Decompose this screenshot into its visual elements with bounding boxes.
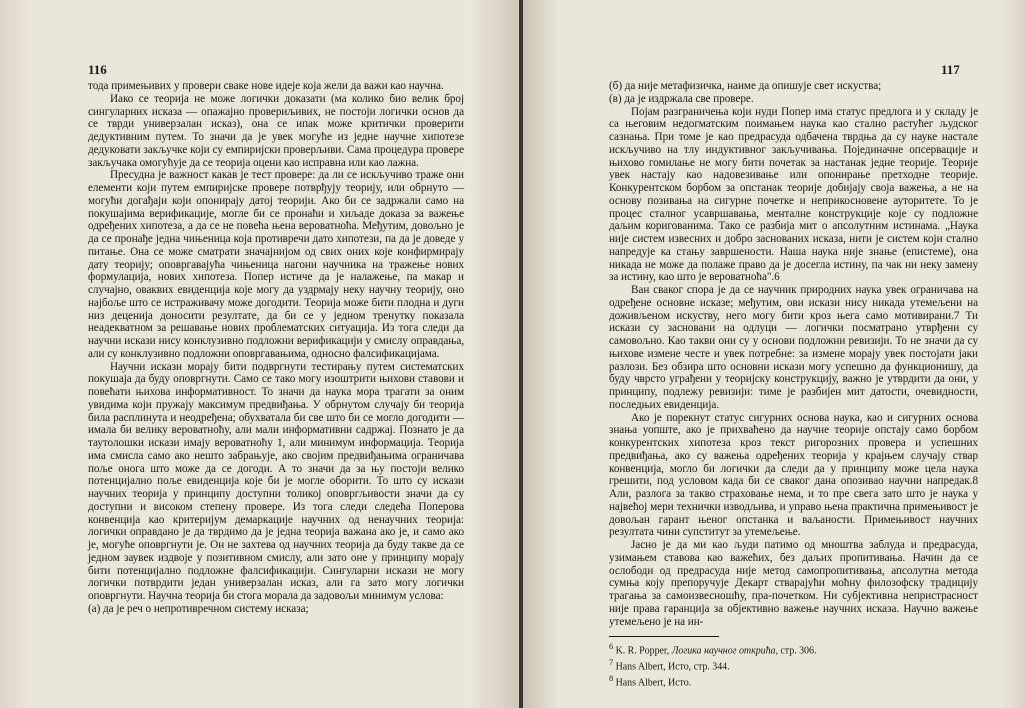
- paragraph: Научни искази морају бити подвргнути тестирању путем систематских покушаја да буду оповргнути. Само се тако могу изоштрити њихови ставови и повећати њихова информативност. То значи да наука мора трагати за оним увидима који пружају максимум предвиђања. У обрнутом случају би теорија била расплинута и неодређена; обухватала би све што би се могло догодити — имала би велику вероватноћу, али мали информативни садржај. Познато је да таутолошки искази имају вероватноћу 1, али минимум информација. Теорија има смисла само ако нешто забрањује, ако својим предвиђањима ограничава поље онога што може да се догоди. А то значи да за њу постоји велико потенцијално поље евиденција које би је могле оборити. То што су искази научних теорија у принципу доступни толикој оповргљивости значи да су доступни и високом степену провере. Из тога следи следећа Поперова конвенција као критеријум демаркације научних од ненаучних теорија: логички оправдано је да тврдимо да је једна теорија важана ако је, и само ако је, могуће оповргнути је. Он не захтева од научних теорија да буду такве да се једном заувек издвоје у позитивном смислу, али зато оне у принципу морају бити потенцијално подложне фалсификацији. Сингуларни искази не могу логички потврдити један универзалан исказ, али га зато могу логички оповргнути. Научна теорија би стога морала да задовољи минимум услова:: [88, 360, 464, 602]
- footnote-rule: [609, 636, 719, 637]
- paragraph: Ван сваког спора је да се научник природних наука увек ограничава на одређене основне исказе; међутим, ови искази нису никада утемељени на доживљеном искуству, него могу бити кроз њега само мотивирани.7 Ти искази су засновани на одлуци — логички посматрано утврђени су самовољно. Као такви они су у основи подложни ревизији. То не значи да су њихове измене честе и увек потребне: за измене морају увек постојати јаки разлози. Без обзира што основни искази могу успешно да функционишу, да буду чврсто уграђени у теоријску конструкцију, важно је утврдити да они, у принципу, подлежу ревизији: тиме је разбијен мит датости, очевидности, последњих евиденција.: [609, 284, 978, 411]
- paragraph: Пресудна је важност какав је тест провере: да ли се искључиво траже они елементи који путем емпиријске провере потврђују теорију, или обрнуто — могући догађаји који опонирају датој теорији. Ако би се задржали само на покушајима верификације, могле би се пронаћи и хиљаде доказа за важење одређених хипотеза, а да се не повећа њена вероватноћа. Међутим, довољно је да се пронађе једна чињеница која противречи дато хипотези, па да је доведе у питање. Она се може сматрати значајнијом од свих оних које конфирмирају дату теорију; оповргавајућа чињеница нагони научника на тражење нових формулација, нових хипотеза. Попер истиче да је налажење, па макар и случајно, оваквих евиденција које могу да уздрмају неку научну теорију, оно најбоље што се истраживачу може догодити. Теорија може бити плодна и дуги низ деценија доносити резултате, да би се у једном тренутку показала неадекватном за решавање нових проблематских ситуација. Из тога следи да научни искази нису конклузивно подложни верификацији у смислу оправдања, али су конклузивно подложни оповргавањима, односно фалсификацијама.: [88, 169, 464, 360]
- paragraph: Појам разграничења који нуди Попер има статус предлога и у складу је са његовим недогматским поимањем наука као стално растућег људског сазнања. При томе је као предрасуда одбачена тврдња да су науке настале искључиво на тлу индуктивног закључивања. Појединачне опсервације и њихово гомилање не могу бити почетак за настанак једне теорије. Теорије увек настају као надовезивање или опонирање претходне теорије. Конкурентском борбом за опстанак теорије добијају своја важења, а не на основу позивања на сигурне почетке и неприкосновене ауторитете. То је процес сталног усавршавања, менталне конструкције које су подложне даљим коригованима. Тако се разбија мит о апсолутним истинама. „Наука није систем извесних и добро заснованих исказа, нити је систем који стално напредује ка стању завршености. Наша наука није знање (епистеме), она никада не може да полаже право да је досегла истину, па чак ни неку замену за истину, као што је вероватноћа".6: [609, 105, 978, 284]
- footnote-author: K. R. Popper,: [615, 645, 670, 657]
- page-number-right: 117: [941, 62, 960, 77]
- paragraph: Ако је порекнут статус сигурних основа наука, као и сигурних основа знања уопште, ако је прихваћено да научне теорије опстају само борбом конкурентских хипотеза кроз текст ригорозних провера и успешних предвиђања, ако су важења одређених теорија у крајњем случају ствар конвенција, могло би логички да следи да у принципу може цела наука грешити, под условом када би се сваког дана опозивао научни напредак.8 Али, разлога за такво страховање нема, и то пре свега зато што је наука у највећој мери технички изводљива, и управо њена практична примењивост је довољан гарант њеног опстанка и ваљаности. Примењивост научних резултата чини супститут за утемељење.: [609, 411, 978, 539]
- footnote-rest: стр. 306.: [780, 645, 817, 657]
- footnote-number: 6: [609, 642, 614, 652]
- paragraph: Иако се теорија не може логички доказати (ма колико био велик број сингуларних исказа — опажајно провериљивих, не постоји логички основ да се тврди универзалан исказ), она се ипак може критички проверити дедуктивним путем. То значи да је увек могуће из једне научне хипотезе дедуковати закључке који су емпиријски проверљиви. Сама процедура провере закључака омогућује да се теорија оцени као исправна или као лажна.: [88, 92, 464, 169]
- page-number-left: 116: [88, 62, 107, 77]
- footnote-number: 8: [609, 673, 614, 683]
- paragraph: (в) да је издржала све провере.: [609, 92, 754, 105]
- paragraph: тода примењивих у провери сваке нове идеје која жели да важи као научна.: [88, 80, 444, 92]
- footnote: [609, 657, 978, 673]
- paragraph: (б) да није метафизичка, наиме да опишује свет искуства;: [609, 80, 882, 92]
- footnote-number: 7: [609, 658, 614, 668]
- footnote-rest: Исто.: [667, 677, 692, 689]
- footnote-author: Hans Albert,: [615, 677, 666, 689]
- footnote: [609, 673, 978, 689]
- footnote-title: Логика научног открића,: [671, 645, 778, 657]
- right-page-text: [609, 80, 978, 689]
- footnote: [609, 641, 978, 657]
- footnote-author: Hans Albert,: [615, 661, 666, 673]
- left-page-text: [88, 80, 464, 616]
- paragraph: (а) да је реч о непротивречном систему исказа;: [88, 602, 309, 615]
- paragraph: Јасно је да ми као људи патимо од мноштва заблуда и предрасуда, узимањем ставова као важећих, без даљих пропитивања. Начин да се ослободи од предрасуда није метод самопропитивања, апсолутна метода сумња коју препоручује Декарт стварајући моћну филозофску традицију трагања за самоизвесношћу, пра-почетком. Ни субјективна непристрасност није права гаранција за објективно важење научних исказа. Научно важење утемељено је на ин-: [609, 539, 978, 628]
- right-page: [523, 0, 1026, 708]
- footnote-rest: Исто, стр. 344.: [667, 661, 730, 673]
